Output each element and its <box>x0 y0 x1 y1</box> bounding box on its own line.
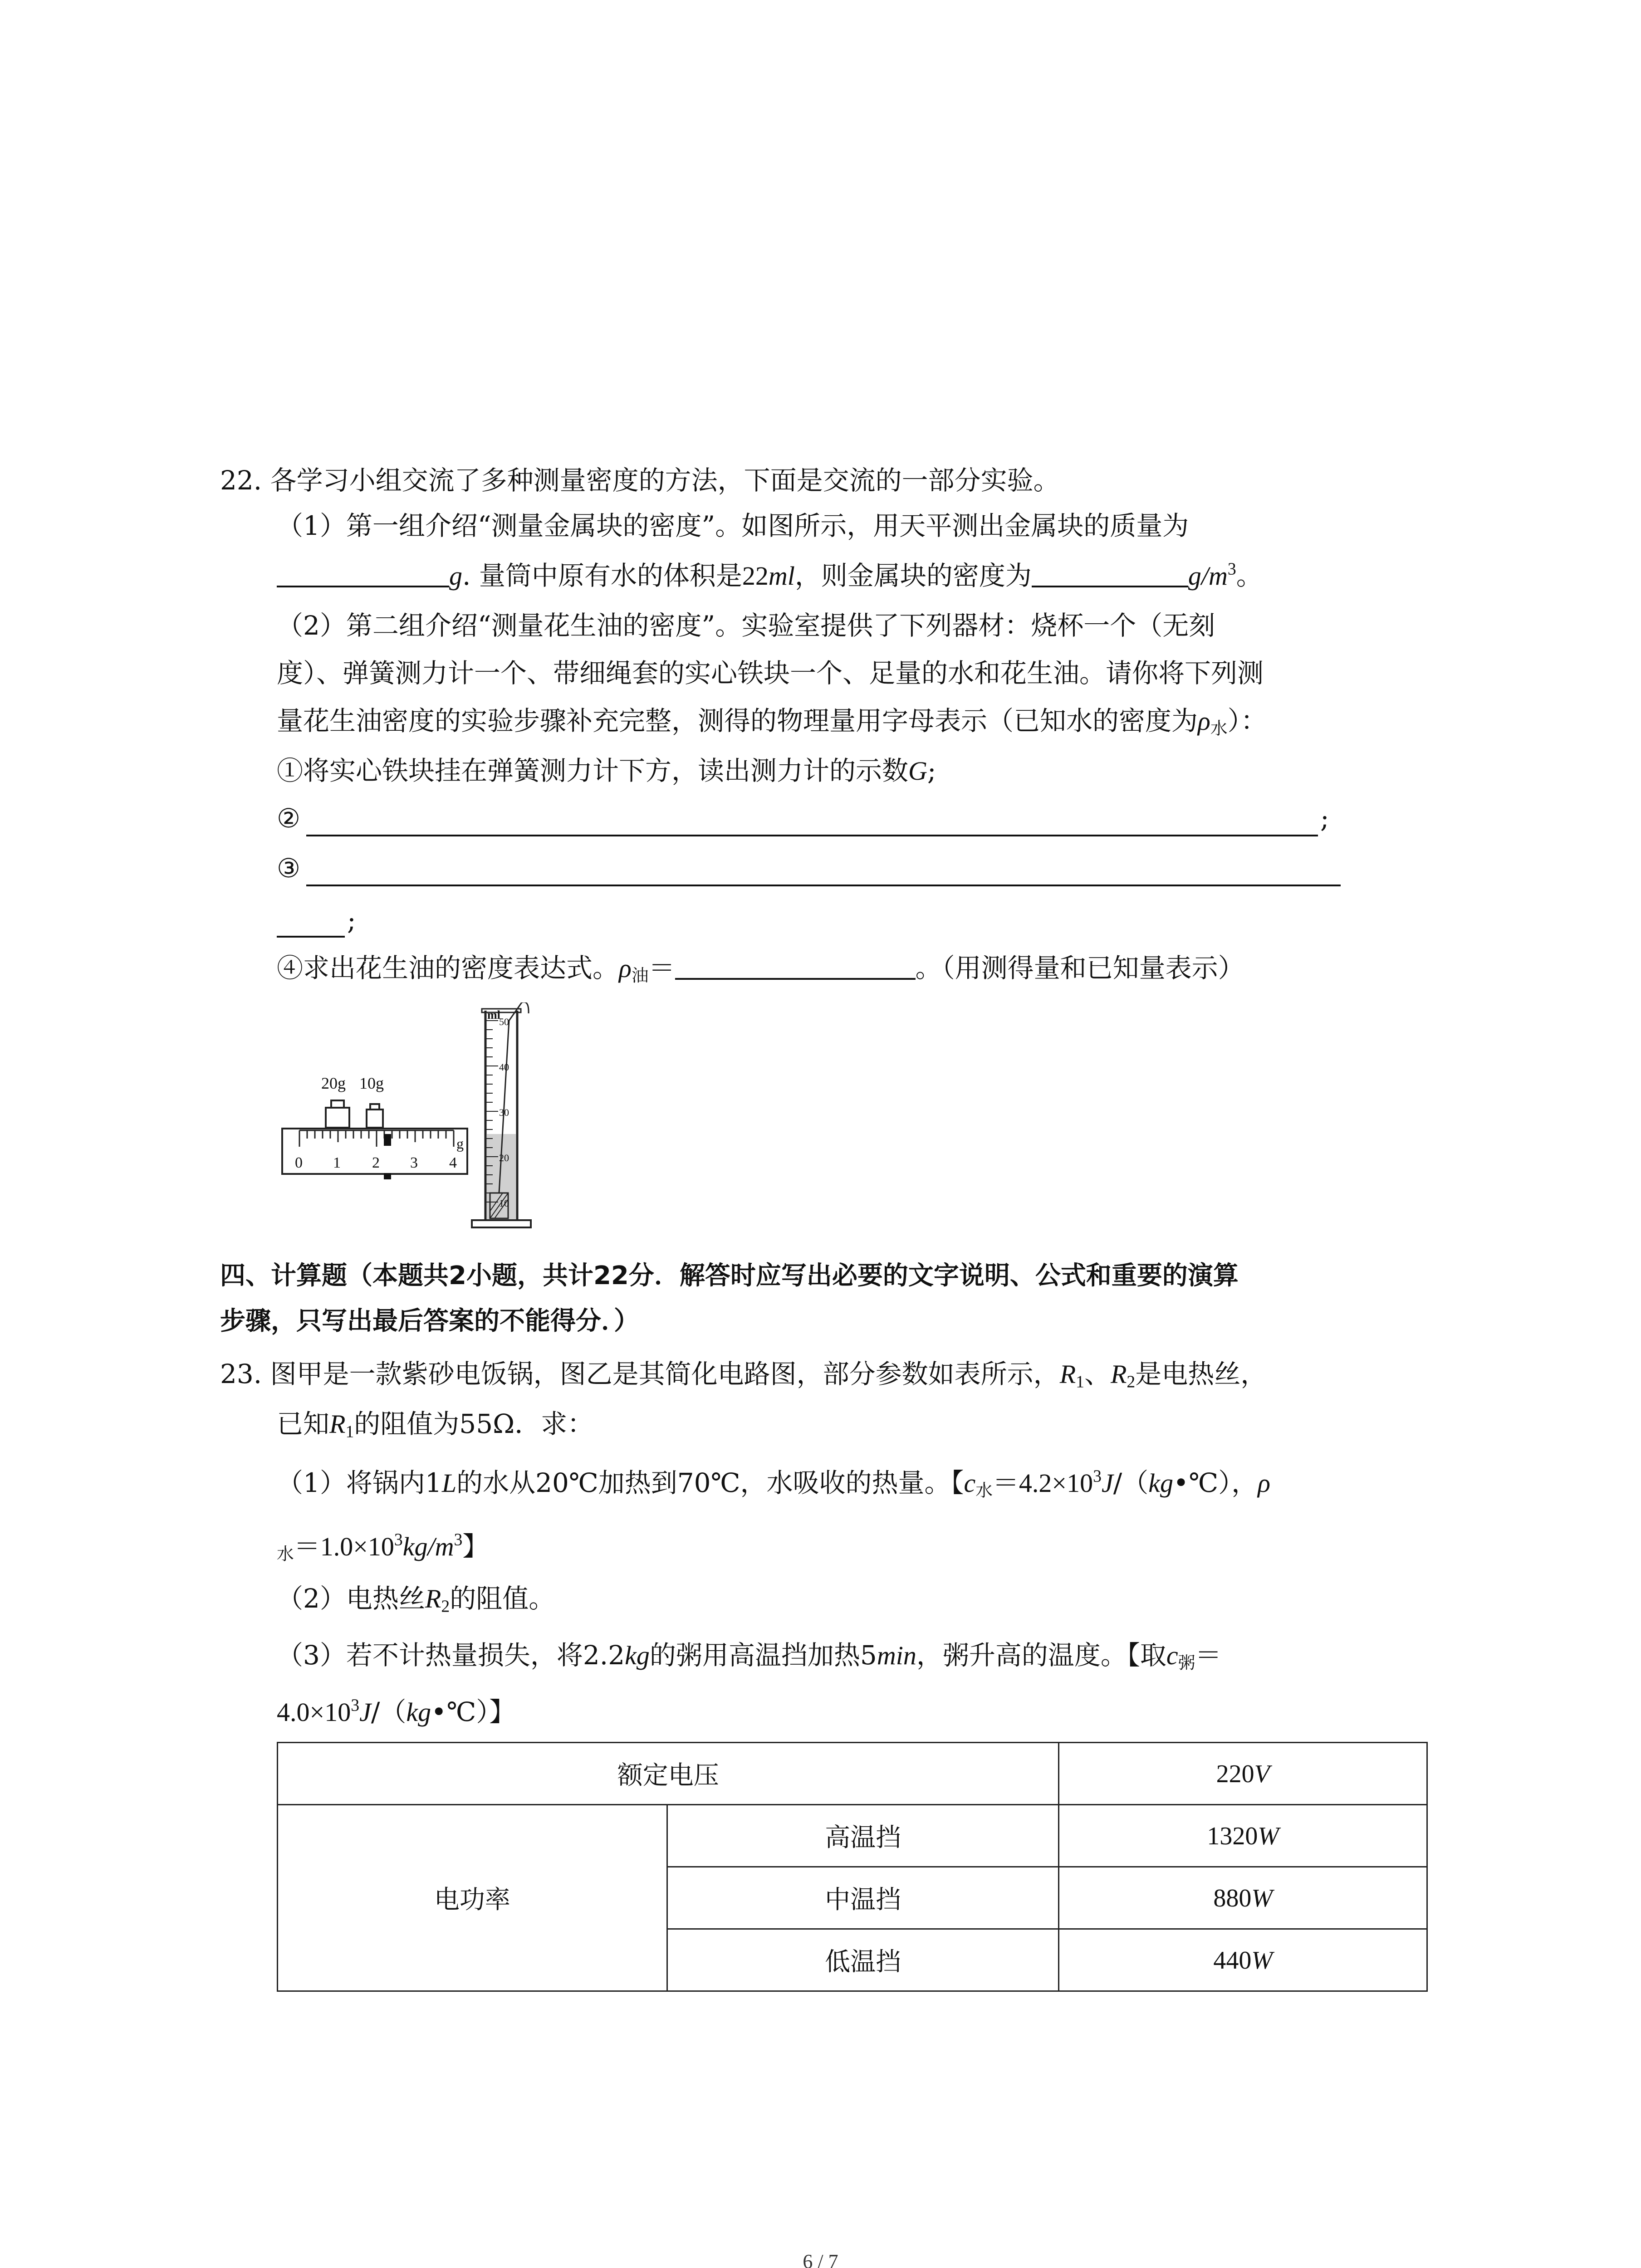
cylinder-unit-label: ml <box>487 1008 500 1022</box>
q22-step2-mark: ② <box>277 803 300 834</box>
q22-step1: ①将实心铁块挂在弹簧测力计下方，读出测力计的示数G; <box>277 755 936 786</box>
density-answer-blank[interactable] <box>1032 586 1188 587</box>
scale-tick-2: 2 <box>372 1154 380 1171</box>
scale-tick-0: 0 <box>295 1154 303 1171</box>
rated-voltage-value: 220V <box>1059 1743 1427 1805</box>
rice-cooker-spec-table <box>277 1742 1428 1992</box>
table-row <box>278 1805 1427 1867</box>
table-row <box>278 1743 1427 1805</box>
balance-scale-ruler <box>282 1129 467 1179</box>
q22-line1: 22. 各学习小组交流了多种测量密度的方法，下面是交流的一部分实验。 <box>220 465 1060 496</box>
measuring-cylinder <box>472 1002 531 1227</box>
q22-line2: （1）第一组介绍“测量金属块的密度”。如图所示，用天平测出金属块的质量为 <box>277 510 1189 541</box>
scale-tick-4: 4 <box>449 1154 457 1171</box>
cylinder-tick-40: 40 <box>499 1061 509 1073</box>
section4-heading-line2: 步骤，只写出最后答案的不能得分．） <box>220 1306 639 1336</box>
weight-10g-icon <box>367 1104 383 1128</box>
scale-tick-1: 1 <box>333 1154 341 1171</box>
mode-medium: 中温挡 <box>667 1867 1059 1929</box>
q23-part3-cont: $4.0\times 10^3J/(kg•℃)$】 <box>277 1696 516 1727</box>
q22-step4: ④求出花生油的密度表达式。$\rho_油=$ 。（用测得量和已知量表示） <box>277 953 1244 986</box>
q23-line1: 23. 图甲是一款紫砂电饭锅，图乙是其简化电路图，部分参数如表所示，$R_1$、$R_2$是电热丝， <box>220 1359 1267 1392</box>
rated-voltage-label: 额定电压 <box>278 1743 1059 1805</box>
power-label: 电功率 <box>278 1805 667 1991</box>
scale-tick-3: 3 <box>410 1154 418 1171</box>
unit-g: g <box>449 561 462 591</box>
cylinder-tick-30: 30 <box>499 1107 509 1118</box>
q23-part1: （1）将锅内1L的水从20℃加热到70℃，水吸收的热量。【$c_水=4.2\times 10^3J/(kg•℃)$，ρ <box>277 1466 1270 1501</box>
step3-answer-line-2[interactable] <box>277 936 345 938</box>
q22-line3: g. 量筒中原有水的体积是22ml，则金属块的密度为 $g/m^3$。 <box>277 562 1263 589</box>
step3-answer-line[interactable] <box>306 885 1341 886</box>
q22-line4: （2）第二组介绍“测量花生油的密度”。实验室提供了下列器材：烧杯一个（无刻 <box>277 610 1215 641</box>
cylinder-tick-20: 20 <box>499 1152 509 1163</box>
power-medium: 880W <box>1059 1867 1427 1929</box>
q23-part1-cont: $_水=1.0\times 10^3kg/m^3$】 <box>277 1530 489 1564</box>
cylinder-tick-10: 10 <box>499 1198 509 1209</box>
oil-density-blank[interactable] <box>675 978 916 980</box>
q23-line2: 已知$R_1$的阻值为55Ω．求： <box>277 1408 594 1442</box>
weight-label-20g: 20g <box>321 1074 346 1092</box>
weight-20g-icon <box>326 1100 349 1128</box>
q23-part2: （2）电热丝$R_2$的阻值。 <box>277 1583 555 1616</box>
q22-step3-end: ; <box>347 905 356 936</box>
section4-heading-line1: 四、计算题（本题共2小题，共计22分．解答时应写出必要的文字说明、公式和重要的演算 <box>220 1261 1239 1290</box>
mass-answer-blank[interactable] <box>277 586 449 587</box>
q22-step3-mark: ③ <box>277 853 300 884</box>
power-high: 1320W <box>1059 1805 1427 1867</box>
page-number: 6 / 7 <box>803 2250 838 2268</box>
cylinder-tick-50: 50 <box>499 1016 509 1027</box>
q22-step2-end: ; <box>1320 803 1329 834</box>
q22-line5: 度）、弹簧测力计一个、带细绳套的实心铁块一个、足量的水和花生油。请你将下列测 <box>277 658 1264 689</box>
scale-unit-label: g <box>456 1135 464 1152</box>
q23-part3: （3）若不计热量损失，将2.2kg的粥用高温挡加热5min，粥升高的温度。【取$c_粥=$ <box>277 1640 1222 1673</box>
q22-line6: 量花生油密度的实验步骤补充完整，测得的物理量用字母表示（已知水的密度为$\rho_水$）： <box>277 705 1267 738</box>
balance-and-cylinder-figure <box>272 1002 635 1238</box>
weight-label-10g: 10g <box>359 1074 384 1092</box>
step2-answer-line[interactable] <box>306 835 1318 836</box>
power-low: 440W <box>1059 1929 1427 1991</box>
mode-high: 高温挡 <box>667 1805 1059 1867</box>
mode-low: 低温挡 <box>667 1929 1059 1991</box>
